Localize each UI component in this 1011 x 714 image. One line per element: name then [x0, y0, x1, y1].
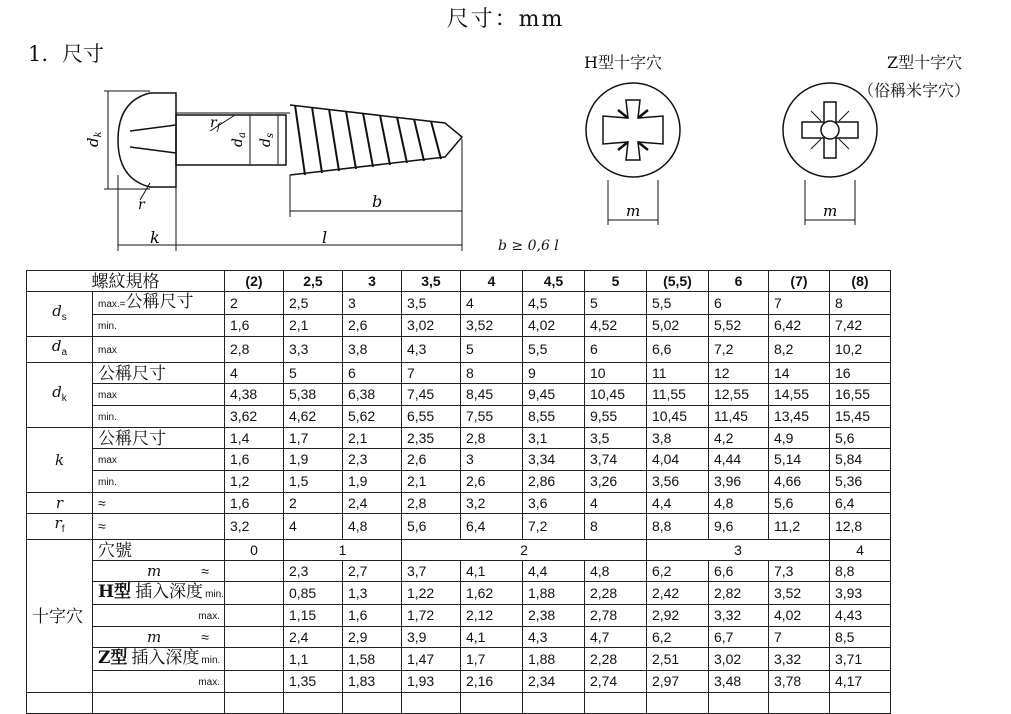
table-cell: 10: [584, 363, 646, 384]
table-cell: 4: [283, 514, 342, 540]
recess-no-cell: 3: [646, 540, 829, 561]
table-cell: 11,2: [768, 514, 829, 540]
table-cell: 8,8: [829, 561, 890, 582]
table-cell: 1,15: [283, 605, 342, 627]
dim-ds: $d_s$: [258, 132, 276, 147]
table-cell: 1,9: [283, 449, 342, 471]
blank-cell: [584, 693, 646, 714]
table-cell: 1,1: [283, 648, 342, 671]
table-cell: 3,6: [522, 493, 584, 514]
blank-cell: [829, 693, 890, 714]
table-cell: 5,6: [401, 514, 460, 540]
ds-max-row: [27, 292, 891, 315]
table-cell: 2,1: [401, 471, 460, 493]
table-cell: 2,51: [646, 648, 708, 671]
table-cell: 2,4: [342, 493, 401, 514]
table-cell: 1,88: [522, 582, 584, 605]
table-cell: 3,96: [708, 471, 768, 493]
table-cell: 2,86: [522, 471, 584, 493]
screw-head: [118, 93, 176, 187]
blank-cell: [401, 693, 460, 714]
table-cell: 12: [708, 363, 768, 384]
table-cell: 1,22: [401, 582, 460, 605]
dk-min-row: [27, 406, 891, 428]
table-cell: 2,82: [708, 582, 768, 605]
table-cell: 3,71: [829, 648, 890, 671]
table-cell: 7: [768, 292, 829, 315]
table-cell: 1,83: [342, 671, 401, 693]
table-cell: 2,1: [283, 315, 342, 337]
table-cell: 12,55: [708, 384, 768, 406]
table-cell: [224, 582, 283, 605]
blank-cell: [224, 693, 283, 714]
recess-no-cell: 4: [829, 540, 890, 561]
recess-no-cell: 0: [224, 540, 283, 561]
table-cell: 3,5: [584, 428, 646, 449]
dk-nom-label: 公稱尺寸: [93, 363, 225, 384]
table-cell: 4,04: [646, 449, 708, 471]
z-recess-drawing: [775, 80, 885, 230]
table-cell: 6,42: [768, 315, 829, 337]
r-row: [27, 493, 891, 514]
dk-max-label: max: [93, 384, 225, 406]
blank-cell: [708, 693, 768, 714]
table-cell: 2,16: [460, 671, 522, 693]
table-cell: 5,02: [646, 315, 708, 337]
table-cell: 3,8: [342, 337, 401, 363]
k-min-row: [27, 471, 891, 493]
table-cell: 4,52: [584, 315, 646, 337]
table-cell: 6,38: [342, 384, 401, 406]
da-row: [27, 337, 891, 363]
dim-b: b: [372, 192, 383, 211]
z-dim-m: m: [823, 202, 838, 220]
table-cell: 1,72: [401, 605, 460, 627]
table-cell: 1,7: [460, 648, 522, 671]
table-cell: 4: [224, 363, 283, 384]
table-cell: 6,2: [646, 627, 708, 648]
column-header: 3,5: [401, 271, 460, 292]
table-cell: 5,5: [646, 292, 708, 315]
table-cell: 3,7: [401, 561, 460, 582]
rf-approx: ≈: [93, 514, 225, 540]
table-cell: [224, 605, 283, 627]
table-cell: 9,55: [584, 406, 646, 428]
table-cell: 8: [829, 292, 890, 315]
table-cell: 2,8: [401, 493, 460, 514]
table-cell: 2,28: [584, 582, 646, 605]
table-cell: 7: [768, 627, 829, 648]
table-cell: [224, 648, 283, 671]
dk-label: $d_k$: [27, 363, 93, 428]
recess-no-cell: 2: [401, 540, 646, 561]
ds-min-row: [27, 315, 891, 337]
header-label: 螺紋規格: [27, 271, 225, 292]
table-cell: 2,78: [584, 605, 646, 627]
table-cell: 3,32: [708, 605, 768, 627]
table-cell: 11,45: [708, 406, 768, 428]
blank-cell: [93, 693, 225, 714]
table-cell: 0,85: [283, 582, 342, 605]
table-cell: 4,9: [768, 428, 829, 449]
table-cell: 4,8: [584, 561, 646, 582]
section-number: 1.: [28, 42, 49, 66]
table-cell: 3,74: [584, 449, 646, 471]
dim-dk: $d_k$: [84, 131, 104, 147]
table-cell: 9,6: [708, 514, 768, 540]
screw-thread: [290, 105, 462, 175]
table-cell: 6: [708, 292, 768, 315]
table-cell: 4,02: [768, 605, 829, 627]
table-cell: 3,34: [522, 449, 584, 471]
table-cell: 2,97: [646, 671, 708, 693]
table-cell: 2,5: [283, 292, 342, 315]
dk-nom-row: [27, 363, 891, 384]
table-cell: 5,62: [342, 406, 401, 428]
table-cell: 8: [584, 514, 646, 540]
table-cell: 2,42: [646, 582, 708, 605]
dim-da: $d_a$: [230, 132, 248, 147]
table-cell: 2,9: [342, 627, 401, 648]
h-recess-label: H型十字穴: [584, 53, 662, 72]
section-label: 尺寸: [62, 42, 105, 66]
column-header: 6: [708, 271, 768, 292]
table-cell: 1,6: [342, 605, 401, 627]
r-approx: ≈: [93, 493, 225, 514]
table-cell: 2,6: [460, 471, 522, 493]
table-cell: 6,55: [401, 406, 460, 428]
section-heading: [28, 38, 118, 68]
table-cell: 1,2: [224, 471, 283, 493]
table-cell: 1,4: [224, 428, 283, 449]
table-cell: 5: [460, 337, 522, 363]
table-cell: 7,42: [829, 315, 890, 337]
table-cell: 8,2: [768, 337, 829, 363]
table-cell: 2,7: [342, 561, 401, 582]
table-cell: 10,2: [829, 337, 890, 363]
dk-max-row: [27, 384, 891, 406]
table-cell: 1,6: [224, 493, 283, 514]
column-header: 4: [460, 271, 522, 292]
table-cell: 3,2: [224, 514, 283, 540]
h-dmax-row: [27, 605, 891, 627]
table-cell: 4,8: [342, 514, 401, 540]
dim-k: k: [150, 228, 160, 247]
recess-row: [27, 540, 891, 561]
recess-no-cell: 1: [283, 540, 401, 561]
table-cell: 3,48: [708, 671, 768, 693]
table-cell: [224, 627, 283, 648]
dim-rf: $r_f$: [210, 115, 221, 133]
table-cell: 1,47: [401, 648, 460, 671]
table-cell: 8,5: [829, 627, 890, 648]
table-cell: 7,55: [460, 406, 522, 428]
table-cell: 3,9: [401, 627, 460, 648]
table-cell: 6: [342, 363, 401, 384]
table-cell: 1,58: [342, 648, 401, 671]
spec-table: [26, 270, 891, 714]
table-cell: 4,02: [522, 315, 584, 337]
blank-cell: [27, 693, 93, 714]
z-m-row: [27, 627, 891, 648]
z-dmin-row: [27, 648, 891, 671]
table-cell: 2,4: [283, 627, 342, 648]
table-cell: 13,45: [768, 406, 829, 428]
table-cell: 1,88: [522, 648, 584, 671]
table-cell: 4,1: [460, 561, 522, 582]
table-cell: 6,7: [708, 627, 768, 648]
k-min-label: min.: [93, 471, 225, 493]
table-cell: 1,35: [283, 671, 342, 693]
z-depth-label: Z型 插入深度 min.: [93, 648, 225, 671]
table-cell: 5,52: [708, 315, 768, 337]
table-cell: 6,6: [646, 337, 708, 363]
h-dim-m: m: [626, 202, 641, 220]
table-cell: 1,6: [224, 449, 283, 471]
ds-min-label: min.: [93, 315, 225, 337]
table-cell: 3,02: [708, 648, 768, 671]
table-cell: 2,6: [342, 315, 401, 337]
table-cell: 6,4: [829, 493, 890, 514]
table-cell: 2,8: [460, 428, 522, 449]
rf-row: [27, 514, 891, 540]
table-cell: 11: [646, 363, 708, 384]
rf-label: $r_f$: [27, 514, 93, 540]
table-cell: 4,4: [646, 493, 708, 514]
table-cell: 3,3: [283, 337, 342, 363]
k-nom-row: [27, 428, 891, 449]
column-header: (5,5): [646, 271, 708, 292]
table-cell: 3,62: [224, 406, 283, 428]
table-cell: 4: [460, 292, 522, 315]
table-cell: 11,55: [646, 384, 708, 406]
da-max-label: max: [93, 337, 225, 363]
table-cell: 1,93: [401, 671, 460, 693]
header-row: [27, 271, 891, 292]
z-dmax-row: [27, 671, 891, 693]
table-cell: 2,35: [401, 428, 460, 449]
table-cell: 4: [584, 493, 646, 514]
table-cell: 3,93: [829, 582, 890, 605]
table-cell: 6,2: [646, 561, 708, 582]
table-cell: 2,3: [283, 561, 342, 582]
table-cell: 2,1: [342, 428, 401, 449]
z-recess-label: Z型十字穴: [887, 53, 963, 72]
table-cell: 2,8: [224, 337, 283, 363]
table-cell: 4,4: [522, 561, 584, 582]
h-recess-drawing: [578, 80, 688, 230]
table-cell: 5,6: [829, 428, 890, 449]
blank-cell: [460, 693, 522, 714]
table-cell: 4,8: [708, 493, 768, 514]
table-cell: [224, 671, 283, 693]
k-label: k: [27, 428, 93, 493]
length-formula: b ≥ 0,6 l: [498, 238, 559, 254]
table-cell: 4,38: [224, 384, 283, 406]
blank-row: [27, 693, 891, 714]
h-m-label: m ≈: [93, 561, 225, 582]
table-cell: 9,45: [522, 384, 584, 406]
column-header: 5: [584, 271, 646, 292]
table-cell: 4,3: [401, 337, 460, 363]
ds-max-label: max.=公稱尺寸: [93, 292, 225, 315]
dim-r: r: [138, 197, 145, 213]
blank-cell: [768, 693, 829, 714]
table-cell: 4,2: [708, 428, 768, 449]
column-header: 4,5: [522, 271, 584, 292]
table-cell: 6,4: [460, 514, 522, 540]
table-cell: 3,52: [460, 315, 522, 337]
table-cell: [224, 561, 283, 582]
table-cell: 2,12: [460, 605, 522, 627]
table-cell: 2,6: [401, 449, 460, 471]
dim-l: l: [322, 228, 328, 247]
table-cell: 3,1: [522, 428, 584, 449]
table-cell: 4,44: [708, 449, 768, 471]
table-cell: 3,2: [460, 493, 522, 514]
table-cell: 8,8: [646, 514, 708, 540]
table-cell: 1,62: [460, 582, 522, 605]
column-header: (7): [768, 271, 829, 292]
table-cell: 14: [768, 363, 829, 384]
table-cell: 16: [829, 363, 890, 384]
table-cell: 4,66: [768, 471, 829, 493]
dk-min-label: min.: [93, 406, 225, 428]
table-cell: 3,52: [768, 582, 829, 605]
table-cell: 3,26: [584, 471, 646, 493]
table-cell: 15,45: [829, 406, 890, 428]
table-cell: 2,38: [522, 605, 584, 627]
table-cell: 1,5: [283, 471, 342, 493]
table-cell: 7,2: [708, 337, 768, 363]
table-cell: 3,02: [401, 315, 460, 337]
h-depth-label: H型 插入深度 min.: [93, 582, 225, 605]
table-cell: 7,2: [522, 514, 584, 540]
table-cell: 3: [460, 449, 522, 471]
table-cell: 2: [283, 493, 342, 514]
column-header: (2): [224, 271, 283, 292]
table-cell: 5,5: [522, 337, 584, 363]
table-cell: 4,3: [522, 627, 584, 648]
blank-cell: [646, 693, 708, 714]
k-nom-label: 公稱尺寸: [93, 428, 225, 449]
column-header: 2,5: [283, 271, 342, 292]
table-cell: 4,7: [584, 627, 646, 648]
table-cell: 4,17: [829, 671, 890, 693]
table-cell: 2,92: [646, 605, 708, 627]
z-recess-sub: （俗稱米字穴）: [858, 81, 971, 100]
da-label: $d_a$: [27, 337, 93, 363]
table-cell: 16,55: [829, 384, 890, 406]
table-cell: 2,34: [522, 671, 584, 693]
blank-cell: [283, 693, 342, 714]
column-header: 3: [342, 271, 401, 292]
table-cell: 2: [224, 292, 283, 315]
screw-drawing: [84, 75, 490, 265]
table-cell: 2,3: [342, 449, 401, 471]
table-cell: 4,5: [522, 292, 584, 315]
table-cell: 7,3: [768, 561, 829, 582]
table-cell: 3,78: [768, 671, 829, 693]
table-cell: 9: [522, 363, 584, 384]
table-cell: 5,38: [283, 384, 342, 406]
h-m-row: [27, 561, 891, 582]
table-cell: 5,36: [829, 471, 890, 493]
table-cell: 5: [584, 292, 646, 315]
table-cell: 10,45: [584, 384, 646, 406]
recess-no-label: 穴號: [93, 540, 225, 561]
table-cell: 6,6: [708, 561, 768, 582]
table-cell: 5: [283, 363, 342, 384]
table-cell: 3,32: [768, 648, 829, 671]
k-max-row: [27, 449, 891, 471]
table-cell: 2,74: [584, 671, 646, 693]
table-cell: 2,28: [584, 648, 646, 671]
table-cell: 4,62: [283, 406, 342, 428]
table-cell: 7,45: [401, 384, 460, 406]
h-dmax-label: max.: [93, 605, 225, 627]
table-cell: 3: [342, 292, 401, 315]
page-title: 尺寸：mm: [446, 7, 565, 32]
table-cell: 6: [584, 337, 646, 363]
z-dmax-label: max.: [93, 671, 225, 693]
z-m-label: m ≈: [93, 627, 225, 648]
table-cell: 5,14: [768, 449, 829, 471]
table-cell: 4,1: [460, 627, 522, 648]
table-cell: 14,55: [768, 384, 829, 406]
table-cell: 1,7: [283, 428, 342, 449]
table-cell: 12,8: [829, 514, 890, 540]
table-cell: 8: [460, 363, 522, 384]
table-cell: 1,9: [342, 471, 401, 493]
r-label: r: [27, 493, 93, 514]
table-cell: 8,45: [460, 384, 522, 406]
table-cell: 1,6: [224, 315, 283, 337]
table-cell: 3,5: [401, 292, 460, 315]
k-max-label: max: [93, 449, 225, 471]
table-cell: 3,8: [646, 428, 708, 449]
table-cell: 4,43: [829, 605, 890, 627]
cross-label: 十字穴: [27, 540, 93, 693]
table-cell: 10,45: [646, 406, 708, 428]
blank-cell: [342, 693, 401, 714]
table-cell: 8,55: [522, 406, 584, 428]
column-header: (8): [829, 271, 890, 292]
h-dmin-row: [27, 582, 891, 605]
table-cell: 3,56: [646, 471, 708, 493]
table-cell: 5,6: [768, 493, 829, 514]
table-cell: 5,84: [829, 449, 890, 471]
ds-label: $d_s$: [27, 292, 93, 337]
blank-cell: [522, 693, 584, 714]
table-cell: 1,3: [342, 582, 401, 605]
table-cell: 7: [401, 363, 460, 384]
